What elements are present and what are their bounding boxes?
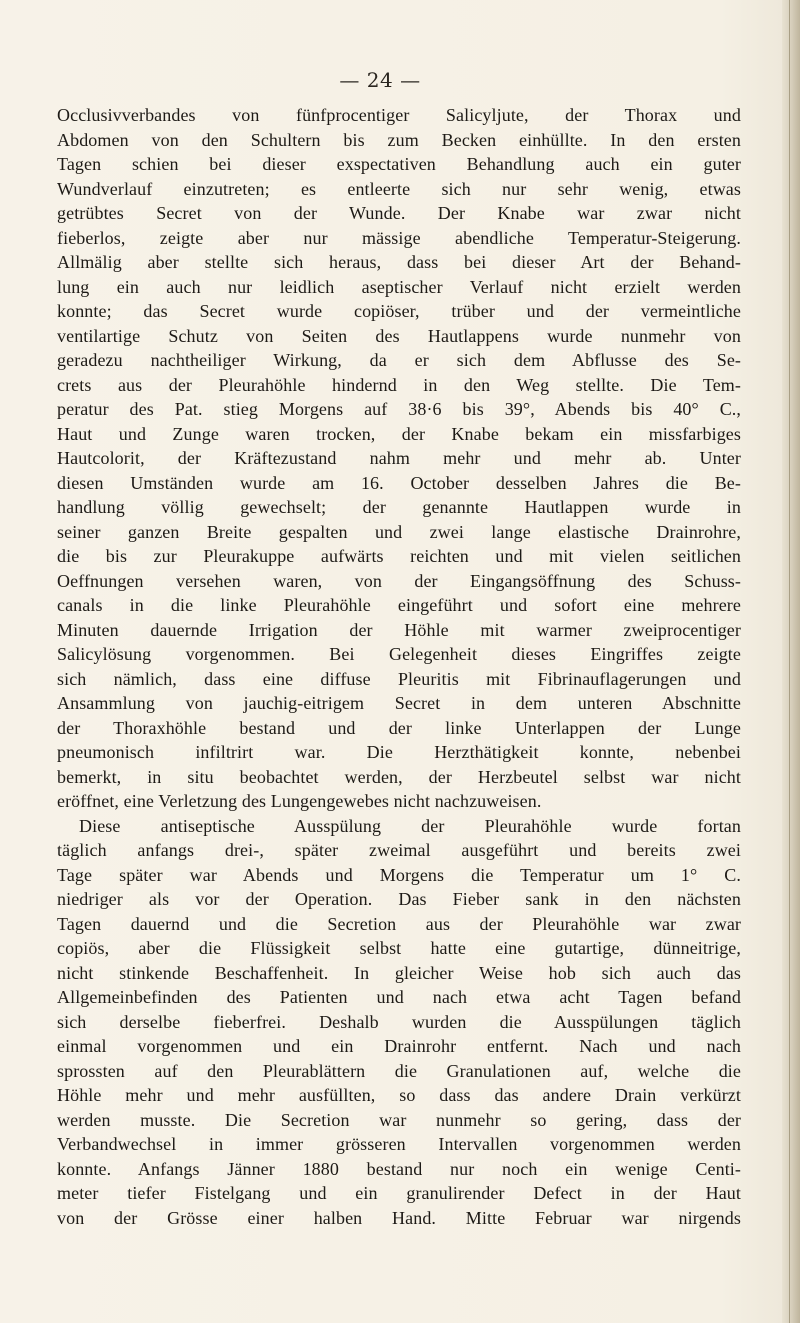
text-line: täglich anfangs drei-, später zweimal ausgeführt und bereits zwei <box>57 840 741 860</box>
text-line: Diese antiseptische Ausspülung der Pleurahöhle wurde fortan <box>79 815 741 836</box>
text-line: meter tiefer Fistelgang und ein granulirender Defect in der Haut <box>57 1183 741 1203</box>
text-line: Salicylösung vorgenommen. Bei Gelegenheit dieses Eingriffes zeigte <box>57 644 741 664</box>
text-line: lung ein auch nur leidlich aseptischer Verlauf nicht erzielt werden <box>57 276 741 297</box>
text-line: Tagen schien bei dieser exspectativen Behandlung auch ein guter <box>57 154 741 174</box>
text-line: konnte; das Secret wurde copiöser, trüber und der vermeintliche <box>57 301 741 321</box>
text-line: Tage später war Abends und Morgens die Temperatur um 1° C. <box>57 864 741 885</box>
text-line: nicht stinkende Beschaffenheit. In gleicher Weise hob sich auch das <box>57 962 741 983</box>
text-line: sich derselbe fieberfrei. Deshalb wurden die Ausspülungen täglich <box>57 1011 741 1032</box>
text-line: canals in die linke Pleurahöhle eingeführt und sofort eine mehrere <box>57 595 741 615</box>
text-line: Allmälig aber stellte sich heraus, dass bei dieser Art der Behand- <box>57 252 741 272</box>
text-line: bemerkt, in situ beobachtet werden, der Herzbeutel selbst war nicht <box>57 766 741 787</box>
text-line: peratur des Pat. stieg Morgens auf 38·6 bis 39°, Abends bis 40° C., <box>57 399 741 419</box>
body-text <box>57 103 741 1230</box>
page-number: — 24 — <box>339 68 421 92</box>
page-edge-rule <box>789 0 790 1323</box>
text-line: Höhle mehr und mehr ausfüllten, so dass das andere Drain verkürzt <box>57 1085 741 1105</box>
text-line: geradezu nachtheiliger Wirkung, da er sich dem Abflusse des Se- <box>57 350 741 370</box>
text-line: Occlusivverbandes von fünfprocentiger Salicyljute, der Thorax und <box>57 105 741 125</box>
text-line: pneumonisch infiltrirt war. Die Herzthätigkeit konnte, nebenbei <box>57 742 741 762</box>
page-edge <box>782 0 800 1323</box>
text-line: konnte. Anfangs Jänner 1880 bestand nur noch ein wenige Centi- <box>57 1158 741 1179</box>
paragraph-1 <box>57 103 741 814</box>
text-line: werden musste. Die Secretion war nunmehr so gering, dass der <box>57 1109 741 1130</box>
text-line: sprossten auf den Pleurablättern die Granulationen auf, welche die <box>57 1060 741 1081</box>
text-line: ventilartige Schutz von Seiten des Hautlappens wurde nunmehr von <box>57 325 741 346</box>
text-line: der Thoraxhöhle bestand und der linke Unterlappen der Lunge <box>57 717 741 738</box>
text-line: getrübtes Secret von der Wunde. Der Knabe war zwar nicht <box>57 203 741 223</box>
paragraph-2 <box>57 814 741 1231</box>
text-line: diesen Umständen wurde am 16. October desselben Jahres die Be- <box>57 472 741 493</box>
text-line: die bis zur Pleurakuppe aufwärts reichten und mit vielen seitlichen <box>57 546 741 566</box>
text-line: Minuten dauernde Irrigation der Höhle mit warmer zweiprocentiger <box>57 619 741 640</box>
text-line: seiner ganzen Breite gespalten und zwei lange elastische Drainrohre, <box>57 521 741 542</box>
text-line: Abdomen von den Schultern bis zum Becken einhüllte. In den ersten <box>57 129 741 150</box>
text-line: von der Grösse einer halben Hand. Mitte Februar war nirgends <box>57 1207 741 1228</box>
text-line: niedriger als vor der Operation. Das Fieber sank in den nächsten <box>57 889 741 909</box>
text-line: Ansammlung von jauchig-eitrigem Secret in dem unteren Abschnitte <box>57 693 741 713</box>
text-line: eröffnet, eine Verletzung des Lungengewebes nicht nachzuweisen. <box>57 791 542 811</box>
text-line: Tagen dauernd und die Secretion aus der Pleurahöhle war zwar <box>57 913 741 934</box>
text-line: crets aus der Pleurahöhle hindernd in den Weg stellte. Die Tem- <box>57 374 741 395</box>
text-line: sich nämlich, dass eine diffuse Pleuritis mit Fibrinauflagerungen und <box>57 668 741 689</box>
text-line: fieberlos, zeigte aber nur mässige abendliche Temperatur-Steigerung. <box>57 227 741 248</box>
text-line: Wundverlauf einzutreten; es entleerte sich nur sehr wenig, etwas <box>57 178 741 199</box>
text-line: handlung völlig gewechselt; der genannte Hautlappen wurde in <box>57 497 741 517</box>
text-line: Oeffnungen versehen waren, von der Eingangsöffnung des Schuss- <box>57 570 741 591</box>
text-line: einmal vorgenommen und ein Drainrohr entfernt. Nach und nach <box>57 1036 741 1056</box>
text-line: Allgemeinbefinden des Patienten und nach etwa acht Tagen befand <box>57 987 741 1007</box>
text-line: Haut und Zunge waren trocken, der Knabe bekam ein missfarbiges <box>57 423 741 444</box>
text-line: Hautcolorit, der Kräftezustand nahm mehr und mehr ab. Unter <box>57 448 741 468</box>
text-line: Verbandwechsel in immer grösseren Intervallen vorgenommen werden <box>57 1134 741 1154</box>
text-line: copiös, aber die Flüssigkeit selbst hatte eine gutartige, dünneitrige, <box>57 938 741 958</box>
